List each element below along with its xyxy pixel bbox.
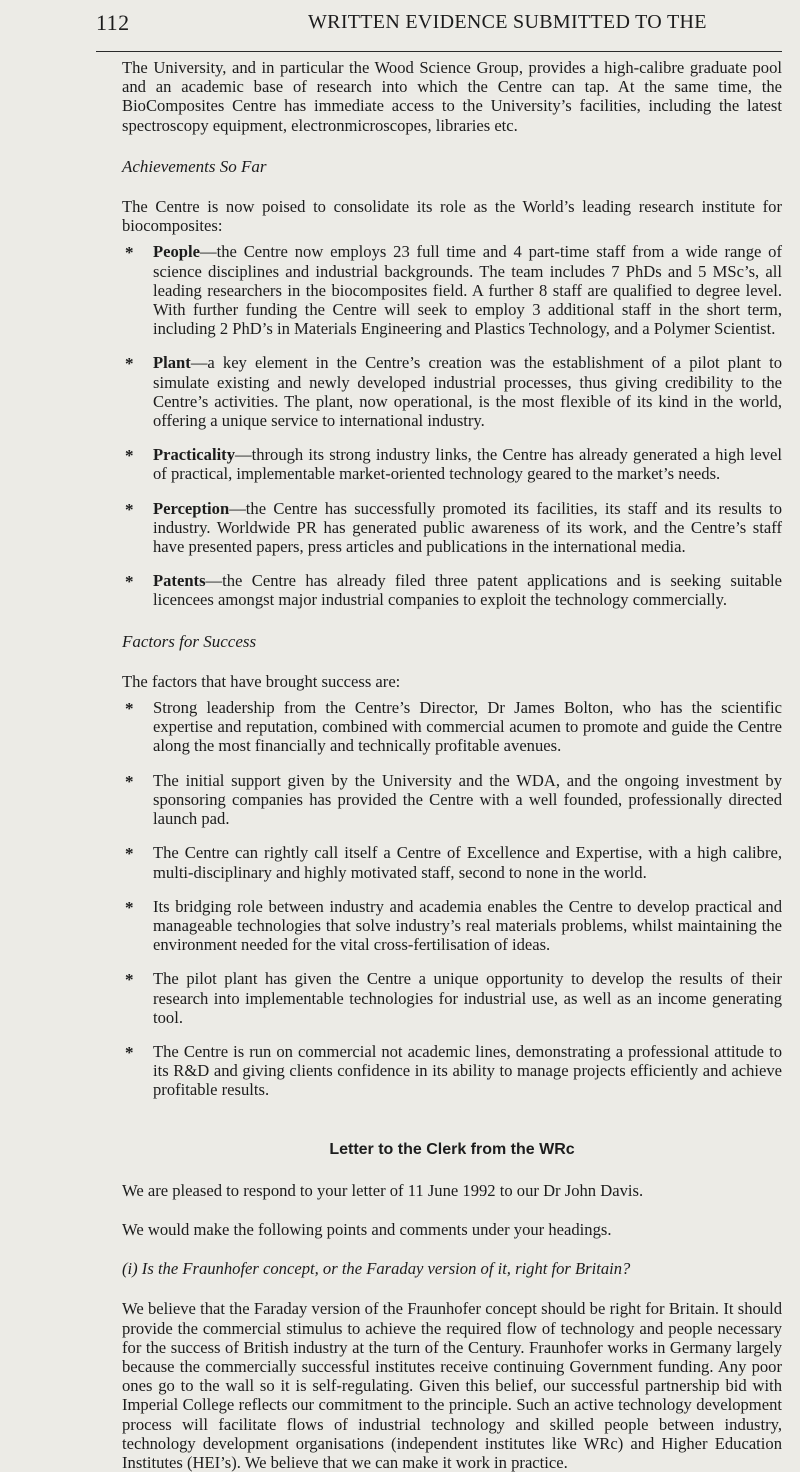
bullet-star-icon: * [125, 771, 134, 791]
list-item [122, 353, 782, 430]
item-term: Plant [153, 353, 191, 373]
bullet-star-icon: * [125, 1042, 134, 1062]
running-title: WRITTEN EVIDENCE SUBMITTED TO THE [308, 11, 707, 33]
item-text: The pilot plant has given the Centre a unique opportunity to develop the results of their research into implementable technologies for industrial use, as well as an income generating tool. [153, 969, 782, 1027]
list-item [122, 698, 782, 756]
factors-lead: The factors that have brought success are: [122, 671, 401, 691]
letter-paragraph-1: We are pleased to respond to your letter of 11 June 1992 to our Dr John Davis. [122, 1180, 644, 1200]
list-item [122, 843, 782, 881]
factors-list [122, 698, 782, 1099]
list-item [122, 499, 782, 557]
header-rule [96, 51, 782, 52]
item-text: —the Centre has already filed three patent applications and is seeking suitable licencees amongst major industrial companies to exploit the technology commercially. [153, 571, 782, 610]
section-heading-achievements: Achievements So Far [122, 156, 267, 176]
list-item [122, 897, 782, 955]
bullet-star-icon: * [125, 572, 134, 592]
bullet-star-icon: * [125, 699, 134, 719]
page-body [122, 58, 782, 1472]
section-heading-factors: Factors for Success [122, 631, 257, 651]
bullet-star-icon: * [125, 897, 134, 917]
item-term: Patents [153, 571, 206, 591]
question-heading: (i) Is the Fraunhofer concept, or the Faraday version of it, right for Britain? [122, 1259, 631, 1279]
list-item [122, 242, 782, 338]
item-text: Strong leadership from the Centre’s Director, Dr James Bolton, who has the scientific expertise and reputation, combined with commercial acumen to promote and guide the Centre along the most financially and technically profitable avenues. [153, 698, 782, 756]
list-item [122, 771, 782, 829]
intro-paragraph: The University, and in particular the Wood Science Group, provides a high-calibre graduate pool and an academic base of research into which the Centre can tap. At the same time, the BioComposites Centre has immediate access to the University’s facilities, including the latest spectroscopy equipment, electronmicroscopes, libraries etc. [122, 58, 782, 135]
list-item [122, 969, 782, 1027]
item-term: Practicality [153, 445, 236, 465]
item-text: Its bridging role between industry and academia enables the Centre to develop practical and manageable technologies that solve industry’s real materials problems, whilst maintaining the environment needed for the vital cross-fertilisation of ideas. [153, 896, 782, 955]
achievements-list [122, 242, 782, 609]
letter-paragraph-2: We would make the following points and comments under your headings. [122, 1219, 612, 1239]
item-term: Perception [153, 498, 230, 518]
bullet-star-icon: * [125, 446, 134, 466]
bullet-star-icon: * [125, 243, 134, 263]
letter-heading: Letter to the Clerk from the WRc [329, 1140, 575, 1158]
bullet-star-icon: * [125, 970, 134, 990]
item-text: The Centre can rightly call itself a Centre of Excellence and Expertise, with a high calibre, multi-disciplinary and highly motivated staff, second to none in the world. [153, 843, 782, 882]
bullet-star-icon: * [125, 499, 134, 519]
letter-paragraph-3: We believe that the Faraday version of the Fraunhofer concept should be right for Britain. It should provide the commercial stimulus to achieve the required flow of technology and people necessary for the success of British industry at the turn of the Century. Fraunhofer works in Germany largely because the commercially successful institutes receive continuing Government funding. Any poor ones go to the wall so it is self-regulating. Given this belief, our successful partnership bid with Imperial College reflects our commitment to the principle. Such an active technology development process will facilitate flows of industrial technology and skilled people between industry, technology development organisations (independent institutes like WRc) and Higher Education Institutes (HEI’s). We believe that we can make it work in practice. [122, 1299, 782, 1472]
item-text: —through its strong industry links, the Centre has already generated a high level of practical, implementable market-oriented technology geared to the market’s needs. [153, 445, 782, 484]
bullet-star-icon: * [125, 844, 134, 864]
page-number: 112 [96, 10, 130, 35]
list-item [122, 571, 782, 609]
bullet-star-icon: * [125, 354, 134, 374]
item-text: —a key element in the Centre’s creation was the establishment of a pilot plant to simulate existing and newly developed industrial processes, thus giving credibility to the Centre’s activities. The plant, now operational, is the most flexible of its kind in the world, offering a unique service to international industry. [153, 353, 782, 431]
achievements-lead: The Centre is now poised to consolidate its role as the World’s leading research institute for biocomposites: [122, 197, 782, 236]
list-item [122, 1042, 782, 1100]
item-term: People [153, 242, 201, 262]
list-item [122, 445, 782, 483]
item-text: —the Centre now employs 23 full time and 4 part-time staff from a wide range of science disciplines and industrial backgrounds. The team includes 7 PhDs and 5 MSc’s, all leading researchers in the biocomposites field. A further 8 staff are qualified to degree level. With further funding the Centre will seek to employ 3 additional staff in the short term, including 2 PhD’s in Materials Engineering and Plastics Technology, and a Polymer Scientist. [153, 242, 782, 339]
item-text: The initial support given by the University and the WDA, and the ongoing investment by sponsoring companies has provided the Centre with a well founded, professionally directed launch pad. [153, 770, 782, 829]
item-text: The Centre is run on commercial not academic lines, demonstrating a professional attitude to its R&D and giving clients confidence in its ability to manage projects efficiently and achieve profitable results. [153, 1041, 782, 1100]
running-header [0, 8, 800, 46]
item-text: —the Centre has successfully promoted its facilities, its staff and its results to industry. Worldwide PR has generated public awareness of its work, and the Centre’s staff have presented papers, press articles and publications in the international media. [153, 498, 782, 557]
